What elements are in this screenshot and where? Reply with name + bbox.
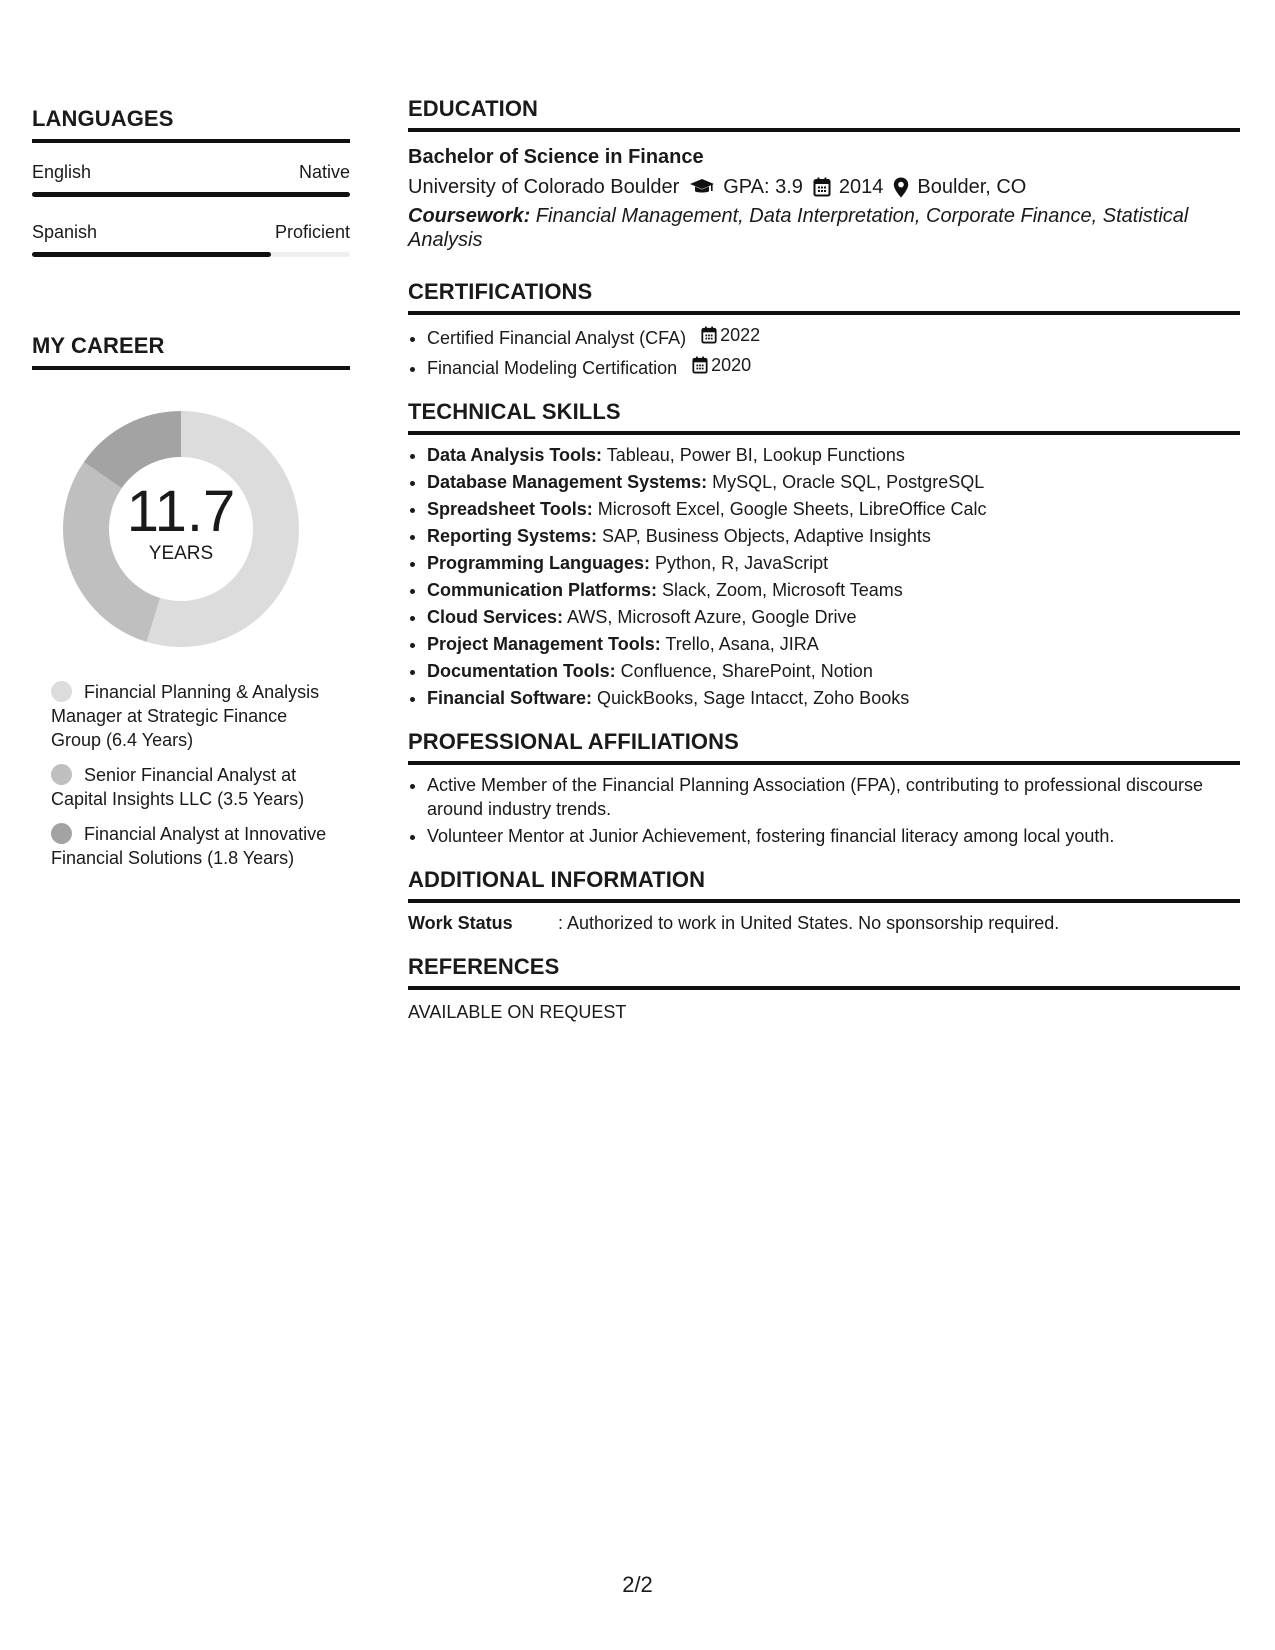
career-title: MY CAREER <box>32 332 350 370</box>
language-bar-fill <box>32 252 271 257</box>
affiliations-section <box>408 728 1240 848</box>
skill-item <box>427 632 1240 656</box>
skill-category: Cloud Services: <box>427 607 564 627</box>
graduation-cap-icon <box>689 177 715 197</box>
language-level: Native <box>298 162 350 182</box>
languages-section <box>32 105 350 257</box>
skill-values: SAP, Business Objects, Adaptive Insights <box>597 526 931 546</box>
school-location: Boulder, CO <box>917 176 1027 198</box>
skill-item <box>427 443 1240 467</box>
additional-title: ADDITIONAL INFORMATION <box>408 866 1240 903</box>
skill-category: Project Management Tools: <box>427 634 661 654</box>
skills-title: TECHNICAL SKILLS <box>408 398 1240 435</box>
career-section <box>32 332 350 870</box>
skill-item <box>427 578 1240 602</box>
additional-section <box>408 866 1240 935</box>
career-donut-chart <box>56 404 306 654</box>
skill-values: QuickBooks, Sage Intacct, Zoho Books <box>592 688 910 708</box>
language-name: Spanish <box>32 222 98 242</box>
certification-year: 2020 <box>711 355 752 375</box>
main-content <box>408 95 1240 1024</box>
graduation-year: 2014 <box>838 176 884 198</box>
skill-item <box>427 551 1240 575</box>
skill-item <box>427 686 1240 710</box>
affiliation-item: • Volunteer Mentor at Junior Achievement, fostering financial literacy among local youth. <box>427 824 1240 848</box>
career-legend-item <box>51 680 336 752</box>
references-title: REFERENCES <box>408 953 1240 990</box>
donut-center <box>56 404 306 654</box>
skills-list <box>408 443 1240 710</box>
gpa: GPA: 3.9 <box>723 176 803 198</box>
career-entry-label: Senior Financial Analyst at Capital Insights LLC (3.5 Years) <box>51 765 305 809</box>
skill-values: Confluence, SharePoint, Notion <box>615 661 873 681</box>
career-entry-label: Financial Analyst at Innovative Financial Solutions (1.8 Years) <box>51 824 327 868</box>
map-pin-icon <box>893 177 909 198</box>
career-entry-label: Financial Planning & Analysis Manager at Strategic Finance Group (6.4 Years) <box>51 682 320 750</box>
education-section <box>408 95 1240 252</box>
education-meta <box>408 174 1240 200</box>
skill-item <box>427 497 1240 521</box>
calendar-icon <box>692 356 708 374</box>
calendar-icon <box>701 326 717 344</box>
skill-item <box>427 524 1240 548</box>
certifications-title: CERTIFICATIONS <box>408 278 1240 315</box>
certifications-list <box>408 323 1240 380</box>
skill-values: Trello, Asana, JIRA <box>660 634 819 654</box>
legend-dot <box>51 823 72 844</box>
page-number: 2/2 <box>622 1572 653 1597</box>
legend-dot <box>51 764 72 785</box>
skill-values: Microsoft Excel, Google Sheets, LibreOffice Calc <box>592 499 987 519</box>
language-bar <box>32 192 350 197</box>
skill-category: Spreadsheet Tools: <box>427 499 593 519</box>
coursework-label: Coursework: <box>408 205 531 227</box>
references-text: AVAILABLE ON REQUEST <box>408 1002 627 1022</box>
career-legend-item <box>51 822 336 870</box>
skill-category: Data Analysis Tools: <box>427 445 603 465</box>
legend-dot <box>51 681 72 702</box>
language-item <box>32 221 350 257</box>
calendar-icon <box>813 177 831 197</box>
skill-item <box>427 605 1240 629</box>
skill-values: MySQL, Oracle SQL, PostgreSQL <box>707 472 985 492</box>
language-bar <box>32 252 350 257</box>
certifications-section <box>408 278 1240 380</box>
skill-values: AWS, Microsoft Azure, Google Drive <box>563 607 857 627</box>
work-status-value: : Authorized to work in United States. No sponsorship required. <box>558 913 1060 933</box>
sidebar <box>32 105 350 881</box>
skill-item <box>427 470 1240 494</box>
language-item <box>32 161 350 197</box>
skill-item <box>427 659 1240 683</box>
references-section <box>408 953 1240 1024</box>
skill-category: Reporting Systems: <box>427 526 598 546</box>
career-legend-item <box>51 763 336 811</box>
work-status-label: Work Status <box>408 913 513 933</box>
skill-category: Financial Software: <box>427 688 593 708</box>
language-level: Proficient <box>274 222 350 242</box>
language-bar-fill <box>32 192 350 197</box>
certification-name: Financial Modeling Certification <box>427 358 678 378</box>
skill-category: Documentation Tools: <box>427 661 616 681</box>
skill-values: Python, R, JavaScript <box>650 553 829 573</box>
affiliations-title: PROFESSIONAL AFFILIATIONS <box>408 728 1240 765</box>
certification-item <box>427 323 1240 350</box>
coursework-list: Financial Management, Data Interpretation, Corporate Finance, Statistical Analysis <box>408 205 1189 251</box>
skill-category: Programming Languages: <box>427 553 651 573</box>
skills-section <box>408 398 1240 710</box>
languages-title: LANGUAGES <box>32 105 350 143</box>
certification-year: 2022 <box>720 325 761 345</box>
total-years: 11.7 <box>126 479 236 544</box>
affiliations-list <box>408 773 1240 848</box>
work-status-row <box>408 911 1240 935</box>
career-legend <box>51 680 336 870</box>
skill-values: Slack, Zoom, Microsoft Teams <box>657 580 903 600</box>
skill-values: Tableau, Power BI, Lookup Functions <box>602 445 905 465</box>
certification-item <box>427 353 1240 380</box>
degree-title: Bachelor of Science in Finance <box>408 146 704 168</box>
affiliation-item: • Active Member of the Financial Planning Association (FPA), contributing to professional discourse around industry trends. <box>427 773 1240 821</box>
skill-category: Database Management Systems: <box>427 472 708 492</box>
education-title: EDUCATION <box>408 95 1240 132</box>
coursework <box>408 204 1240 252</box>
years-unit: YEARS <box>148 543 214 564</box>
language-name: English <box>32 162 92 182</box>
school-name: University of Colorado Boulder <box>408 176 680 198</box>
skill-category: Communication Platforms: <box>427 580 658 600</box>
certification-name: Certified Financial Analyst (CFA) <box>427 328 687 348</box>
